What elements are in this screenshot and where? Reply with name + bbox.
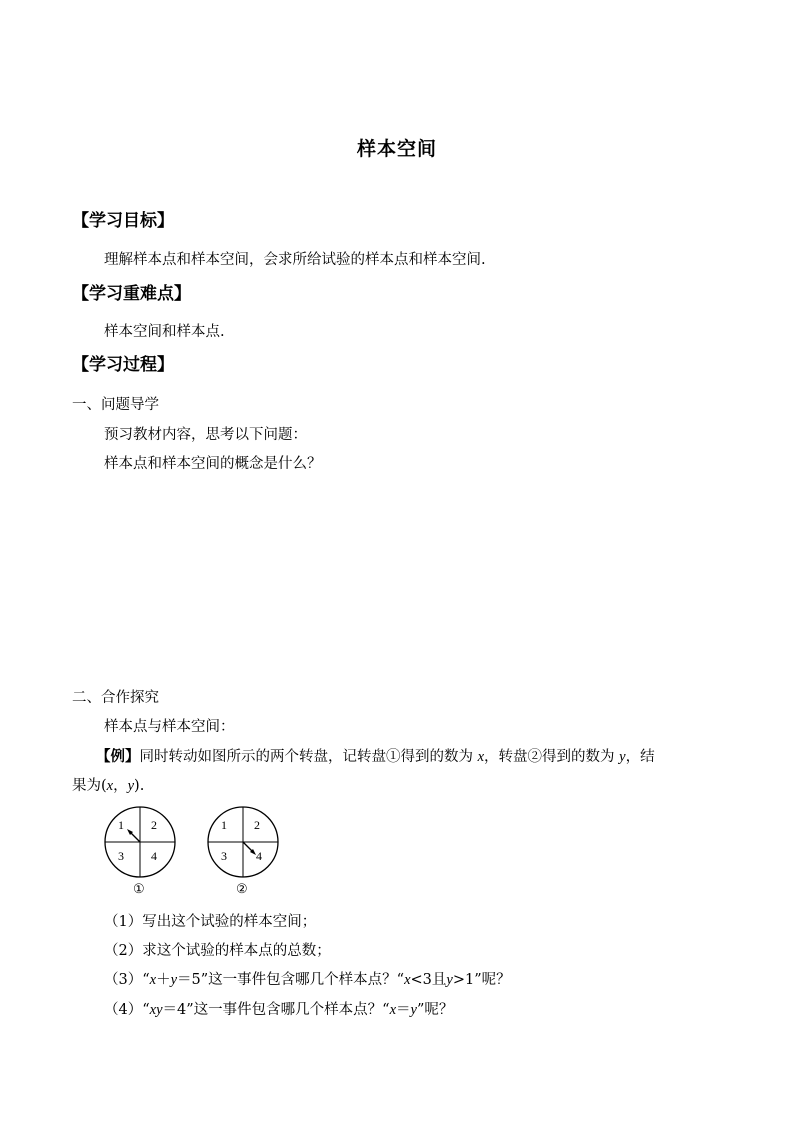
dial-1-sector-1: 1: [118, 818, 124, 832]
question-4: [104, 998, 453, 1019]
question-3: [104, 968, 511, 989]
part2-heading: 二、合作探究: [72, 690, 159, 706]
q4-text-g: ”呢？: [416, 1002, 454, 1018]
var-x: x: [477, 749, 485, 765]
dial-2-sector-4: 4: [256, 849, 262, 863]
q3-text-i: >1”呢？: [452, 972, 511, 988]
example-result-open: 果为(: [72, 778, 107, 794]
dial-1-sector-2: 2: [151, 818, 157, 832]
q4-var-xy: xy: [149, 1002, 163, 1018]
q3-text-e: ＝5”这一事件包含哪几个样本点？“: [177, 972, 405, 988]
example-tag: 【例】: [96, 748, 140, 765]
q3-text-a: （3）“: [104, 972, 150, 988]
example-text-b: ，转盘②得到的数为: [484, 749, 615, 765]
part1-line2: 样本点和样本空间的概念是什么？: [104, 456, 322, 472]
q3-text-g: <3且: [410, 972, 447, 988]
section-heading-process: 【学习过程】: [72, 355, 174, 375]
dial-2-label: ②: [236, 881, 248, 896]
q4-text-c: ＝4”这一事件包含哪几个样本点？“: [162, 1002, 390, 1018]
dial-2-sector-3: 3: [221, 849, 227, 863]
section-heading-goal: 【学习目标】: [72, 211, 174, 231]
part2-line1: 样本点与样本空间：: [104, 719, 235, 735]
q4-text-a: （4）“: [104, 1002, 150, 1018]
var-y: y: [619, 749, 626, 765]
example-text-a: 同时转动如图所示的两个转盘，记转盘①得到的数为: [139, 749, 473, 765]
example-result-comma: ，: [113, 778, 128, 794]
part1-heading: 一、问题导学: [72, 397, 159, 413]
example-result-x: x: [106, 778, 114, 794]
q3-plus: ＋: [156, 972, 171, 988]
dial-2-sector-2: 2: [254, 818, 260, 832]
part1-line1: 预习教材内容，思考以下问题：: [104, 427, 307, 443]
dial-1-label: ①: [133, 881, 145, 896]
q4-var-y: y: [410, 1002, 417, 1018]
dial-1-sector-4: 4: [151, 849, 157, 863]
example-line-2: [72, 774, 144, 795]
q3-var-y: y: [170, 972, 178, 988]
example-text-c: ，结: [625, 749, 655, 765]
goal-text: 理解样本点和样本空间，会求所给试验的样本点和样本空间.: [104, 252, 486, 268]
dial-1-sector-3: 3: [118, 849, 124, 863]
dial-2-sector-1: 1: [221, 818, 227, 832]
example-line: [96, 745, 655, 766]
example-result-close: ).: [134, 778, 145, 794]
section-heading-key: 【学习重难点】: [72, 284, 191, 304]
q3-var-x: x: [149, 972, 157, 988]
spinner-dial-2: [203, 805, 285, 897]
example-result-y: y: [127, 778, 135, 794]
q3-var-x2: x: [404, 972, 411, 988]
q4-equals: ＝: [396, 1002, 411, 1018]
key-text: 样本空间和样本点.: [104, 324, 225, 340]
question-2: （2）求这个试验的样本点的总数；: [104, 943, 331, 959]
spinner-dial-1: [100, 805, 182, 897]
q3-var-y2: y: [446, 972, 453, 988]
question-1: （1）写出这个试验的样本空间；: [104, 914, 317, 930]
q4-var-x: x: [389, 1002, 397, 1018]
page-title: 样本空间: [356, 138, 437, 160]
